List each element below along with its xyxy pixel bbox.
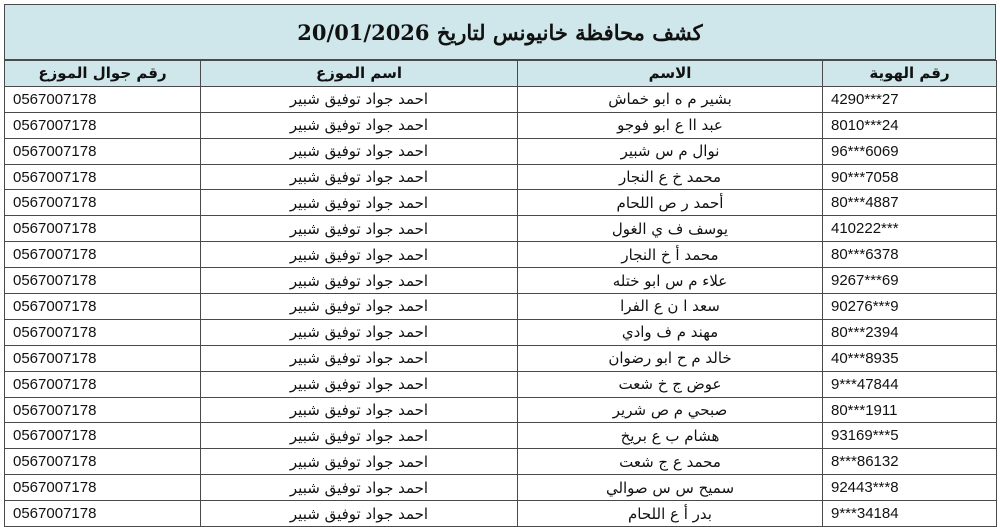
distributor-name-cell: احمد جواد توفيق شبير <box>201 190 518 216</box>
distributor-name-cell: احمد جواد توفيق شبير <box>201 86 518 112</box>
beneficiary-name-cell: نوال م س شبير <box>518 138 823 164</box>
distributor-phone-cell: 0567007178 <box>5 475 201 501</box>
id-number-cell: 93169***5 <box>823 423 997 449</box>
beneficiary-name-cell: محمد أ خ النجار <box>518 242 823 268</box>
beneficiary-name-cell: محمد خ ع النجار <box>518 164 823 190</box>
beneficiary-name-cell: محمد ع ج شعت <box>518 449 823 475</box>
header-distributor-phone: رقم جوال الموزع <box>5 61 201 87</box>
distributor-phone-cell: 0567007178 <box>5 423 201 449</box>
table-row <box>5 371 997 397</box>
table-row <box>5 216 997 242</box>
id-number-cell: 80***6378 <box>823 242 997 268</box>
table-row <box>5 112 997 138</box>
id-number-cell: 8***86132 <box>823 449 997 475</box>
table-row <box>5 268 997 294</box>
id-number-cell: 80***4887 <box>823 190 997 216</box>
distributor-phone-cell: 0567007178 <box>5 345 201 371</box>
id-number-cell: 40***8935 <box>823 345 997 371</box>
distributor-name-cell: احمد جواد توفيق شبير <box>201 294 518 320</box>
distributor-name-cell: احمد جواد توفيق شبير <box>201 242 518 268</box>
distributor-name-cell: احمد جواد توفيق شبير <box>201 138 518 164</box>
beneficiary-name-cell: خالد م ح ابو رضوان <box>518 345 823 371</box>
beneficiary-name-cell: علاء م س ابو ختله <box>518 268 823 294</box>
beneficiaries-table <box>4 60 997 527</box>
beneficiary-name-cell: سعد ا ن ع الفرا <box>518 294 823 320</box>
distributor-phone-cell: 0567007178 <box>5 112 201 138</box>
table-row <box>5 449 997 475</box>
table-row <box>5 345 997 371</box>
distributor-name-cell: احمد جواد توفيق شبير <box>201 475 518 501</box>
table-row <box>5 397 997 423</box>
distributor-name-cell: احمد جواد توفيق شبير <box>201 397 518 423</box>
header-name: الاسم <box>518 61 823 87</box>
distributor-phone-cell: 0567007178 <box>5 138 201 164</box>
id-number-cell: 410222*** <box>823 216 997 242</box>
distributor-name-cell: احمد جواد توفيق شبير <box>201 112 518 138</box>
table-row <box>5 423 997 449</box>
header-distributor-name: اسم الموزع <box>201 61 518 87</box>
id-number-cell: 9267***69 <box>823 268 997 294</box>
distributor-phone-cell: 0567007178 <box>5 242 201 268</box>
table-row <box>5 501 997 527</box>
distributor-phone-cell: 0567007178 <box>5 294 201 320</box>
distributor-phone-cell: 0567007178 <box>5 190 201 216</box>
id-number-cell: 80***1911 <box>823 397 997 423</box>
distributor-phone-cell: 0567007178 <box>5 164 201 190</box>
distributor-name-cell: احمد جواد توفيق شبير <box>201 501 518 527</box>
distributor-name-cell: احمد جواد توفيق شبير <box>201 164 518 190</box>
distributor-phone-cell: 0567007178 <box>5 86 201 112</box>
id-number-cell: 90276***9 <box>823 294 997 320</box>
distributor-phone-cell: 0567007178 <box>5 501 201 527</box>
table-row <box>5 138 997 164</box>
beneficiary-name-cell: هشام ب ع بريخ <box>518 423 823 449</box>
id-number-cell: 4290***27 <box>823 86 997 112</box>
distributor-phone-cell: 0567007178 <box>5 449 201 475</box>
table-row <box>5 86 997 112</box>
distributor-phone-cell: 0567007178 <box>5 371 201 397</box>
beneficiary-name-cell: صبحي م ص شرير <box>518 397 823 423</box>
table-row <box>5 190 997 216</box>
id-number-cell: 92443***8 <box>823 475 997 501</box>
sheet-title: كشف محافظة خانيونس لتاريخ 20/01/2026 <box>297 19 703 45</box>
beneficiary-name-cell: بشير م ه ابو خماش <box>518 86 823 112</box>
distributor-phone-cell: 0567007178 <box>5 397 201 423</box>
beneficiary-name-cell: عبد اا ع ابو فوجو <box>518 112 823 138</box>
sheet-title-bar <box>4 4 996 60</box>
table-row <box>5 164 997 190</box>
distributor-name-cell: احمد جواد توفيق شبير <box>201 371 518 397</box>
beneficiary-name-cell: مهند م ف وادي <box>518 319 823 345</box>
distributor-phone-cell: 0567007178 <box>5 216 201 242</box>
id-number-cell: 8010***24 <box>823 112 997 138</box>
table-body <box>5 86 997 526</box>
beneficiary-name-cell: عوض ج خ شعت <box>518 371 823 397</box>
beneficiary-name-cell: أحمد ر ص اللحام <box>518 190 823 216</box>
distributor-phone-cell: 0567007178 <box>5 319 201 345</box>
distributor-phone-cell: 0567007178 <box>5 268 201 294</box>
id-number-cell: 96***6069 <box>823 138 997 164</box>
distributor-name-cell: احمد جواد توفيق شبير <box>201 345 518 371</box>
table-row <box>5 294 997 320</box>
beneficiary-name-cell: سميح س س صوالي <box>518 475 823 501</box>
table-row <box>5 242 997 268</box>
table-row <box>5 475 997 501</box>
distributor-name-cell: احمد جواد توفيق شبير <box>201 319 518 345</box>
beneficiary-name-cell: بدر أ ع اللحام <box>518 501 823 527</box>
id-number-cell: 9***47844 <box>823 371 997 397</box>
distributor-name-cell: احمد جواد توفيق شبير <box>201 216 518 242</box>
distributor-name-cell: احمد جواد توفيق شبير <box>201 423 518 449</box>
id-number-cell: 80***2394 <box>823 319 997 345</box>
table-header-row <box>5 61 997 87</box>
distributor-name-cell: احمد جواد توفيق شبير <box>201 449 518 475</box>
id-number-cell: 90***7058 <box>823 164 997 190</box>
id-number-cell: 9***34184 <box>823 501 997 527</box>
header-id-number: رقم الهوية <box>823 61 997 87</box>
table-row <box>5 319 997 345</box>
distributor-name-cell: احمد جواد توفيق شبير <box>201 268 518 294</box>
beneficiary-name-cell: يوسف ف ي الغول <box>518 216 823 242</box>
